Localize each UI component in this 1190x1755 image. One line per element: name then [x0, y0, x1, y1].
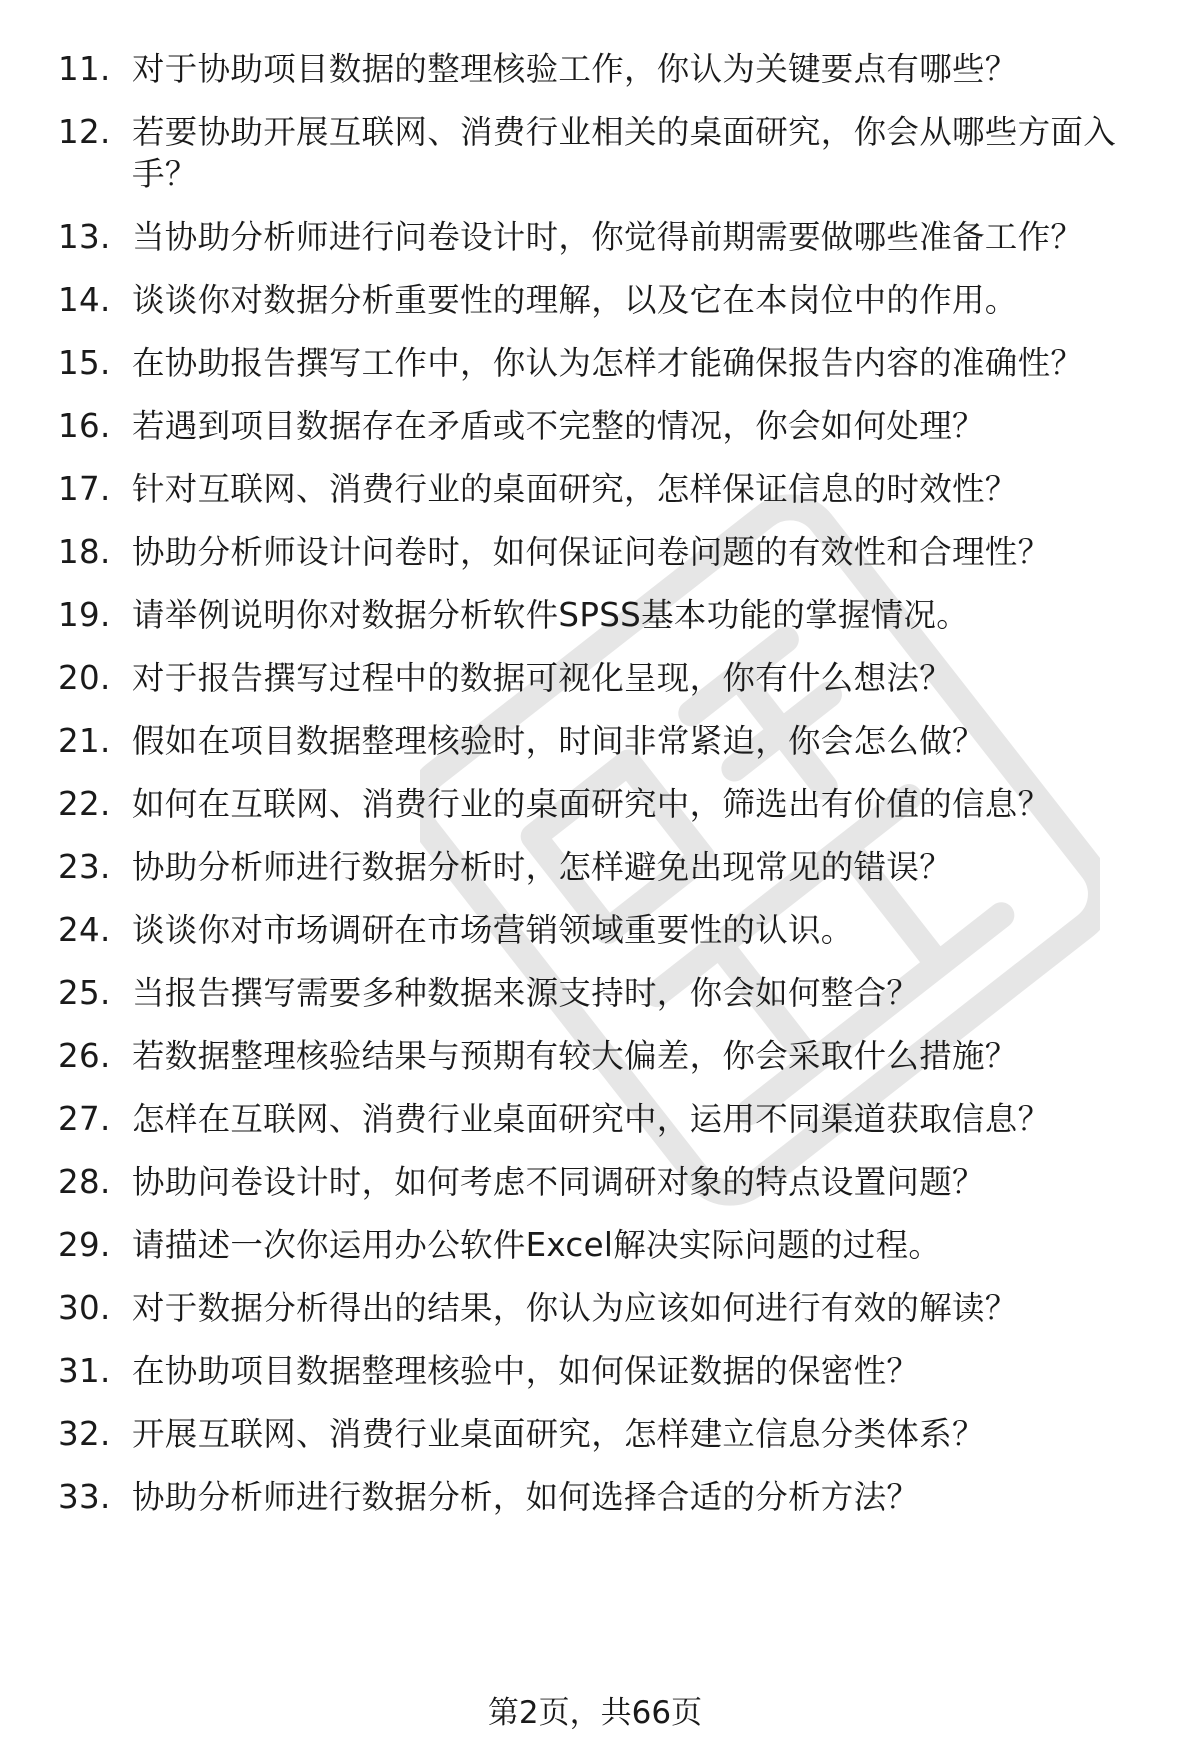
question-text: 当报告撰写需要多种数据来源支持时，你会如何整合？	[132, 974, 920, 1012]
question-text: 协助问卷设计时，如何考虑不同调研对象的特点设置问题？	[132, 1163, 985, 1201]
question-text: 若要协助开展互联网、消费行业相关的桌面研究，你会从哪些方面入手？	[132, 113, 1117, 193]
question-text: 在协助报告撰写工作中，你认为怎样才能确保报告内容的准确性？	[132, 344, 1084, 382]
question-number: 16.	[58, 407, 111, 445]
question-item	[58, 1098, 1158, 1140]
question-text: 对于报告撰写过程中的数据可视化呈现，你有什么想法？	[132, 659, 953, 697]
question-text: 谈谈你对市场调研在市场营销领域重要性的认识。	[132, 911, 854, 949]
question-number: 28.	[58, 1163, 111, 1201]
question-text: 若数据整理核验结果与预期有较大偏差，你会采取什么措施？	[132, 1037, 1018, 1075]
question-number: 18.	[58, 533, 111, 571]
question-item	[58, 279, 1158, 321]
question-text: 若遇到项目数据存在矛盾或不完整的情况，你会如何处理？	[132, 407, 985, 445]
question-item	[58, 531, 1158, 573]
question-text: 假如在项目数据整理核验时，时间非常紧迫，你会怎么做？	[132, 722, 985, 760]
question-text: 在协助项目数据整理核验中，如何保证数据的保密性？	[132, 1352, 920, 1390]
question-item	[58, 1161, 1158, 1203]
question-number: 33.	[58, 1478, 111, 1516]
question-text: 谈谈你对数据分析重要性的理解，以及它在本岗位中的作用。	[132, 281, 1018, 319]
question-text: 协助分析师进行数据分析时，怎样避免出现常见的错误？	[132, 848, 953, 886]
question-item	[58, 846, 1158, 888]
question-text: 请描述一次你运用办公软件Excel解决实际问题的过程。	[132, 1226, 942, 1264]
question-item	[58, 1287, 1158, 1329]
question-text: 对于数据分析得出的结果，你认为应该如何进行有效的解读？	[132, 1289, 1018, 1327]
question-text: 如何在互联网、消费行业的桌面研究中，筛选出有价值的信息？	[132, 785, 1051, 823]
question-item	[58, 720, 1158, 762]
question-number: 23.	[58, 848, 111, 886]
page-indicator: 第2页，共66页	[487, 1695, 703, 1731]
question-number: 21.	[58, 722, 111, 760]
question-item	[58, 1413, 1158, 1455]
question-number: 22.	[58, 785, 111, 823]
question-number: 24.	[58, 911, 111, 949]
question-number: 30.	[58, 1289, 111, 1327]
question-item	[58, 594, 1158, 636]
question-text: 协助分析师设计问卷时，如何保证问卷问题的有效性和合理性？	[132, 533, 1051, 571]
question-item	[58, 111, 1158, 195]
question-item	[58, 342, 1158, 384]
question-number: 29.	[58, 1226, 111, 1264]
question-number: 26.	[58, 1037, 111, 1075]
question-number: 20.	[58, 659, 111, 697]
question-item	[58, 1035, 1158, 1077]
question-number: 25.	[58, 974, 111, 1012]
question-number: 19.	[58, 596, 111, 634]
question-item	[58, 405, 1158, 447]
question-item	[58, 48, 1158, 90]
question-text: 对于协助项目数据的整理核验工作，你认为关键要点有哪些？	[132, 50, 1018, 88]
question-item	[58, 1224, 1158, 1266]
question-text: 怎样在互联网、消费行业桌面研究中，运用不同渠道获取信息？	[132, 1100, 1051, 1138]
question-number: 27.	[58, 1100, 111, 1138]
question-item	[58, 216, 1158, 258]
question-text: 当协助分析师进行问卷设计时，你觉得前期需要做哪些准备工作？	[132, 218, 1084, 256]
question-item	[58, 909, 1158, 951]
question-item	[58, 468, 1158, 510]
question-item	[58, 657, 1158, 699]
question-text: 请举例说明你对数据分析软件SPSS基本功能的掌握情况。	[132, 596, 970, 634]
question-number: 17.	[58, 470, 111, 508]
question-item	[58, 783, 1158, 825]
question-text: 针对互联网、消费行业的桌面研究，怎样保证信息的时效性？	[132, 470, 1018, 508]
question-item	[58, 1350, 1158, 1392]
question-number: 31.	[58, 1352, 111, 1390]
question-text: 开展互联网、消费行业桌面研究，怎样建立信息分类体系？	[132, 1415, 985, 1453]
question-number: 32.	[58, 1415, 111, 1453]
question-number: 15.	[58, 344, 111, 382]
question-number: 11.	[58, 50, 111, 88]
question-number: 14.	[58, 281, 111, 319]
question-text: 协助分析师进行数据分析，如何选择合适的分析方法？	[132, 1478, 920, 1516]
question-item	[58, 1476, 1158, 1518]
question-item	[58, 972, 1158, 1014]
question-list	[58, 48, 1158, 1539]
question-number: 12.	[58, 113, 111, 151]
question-number: 13.	[58, 218, 111, 256]
